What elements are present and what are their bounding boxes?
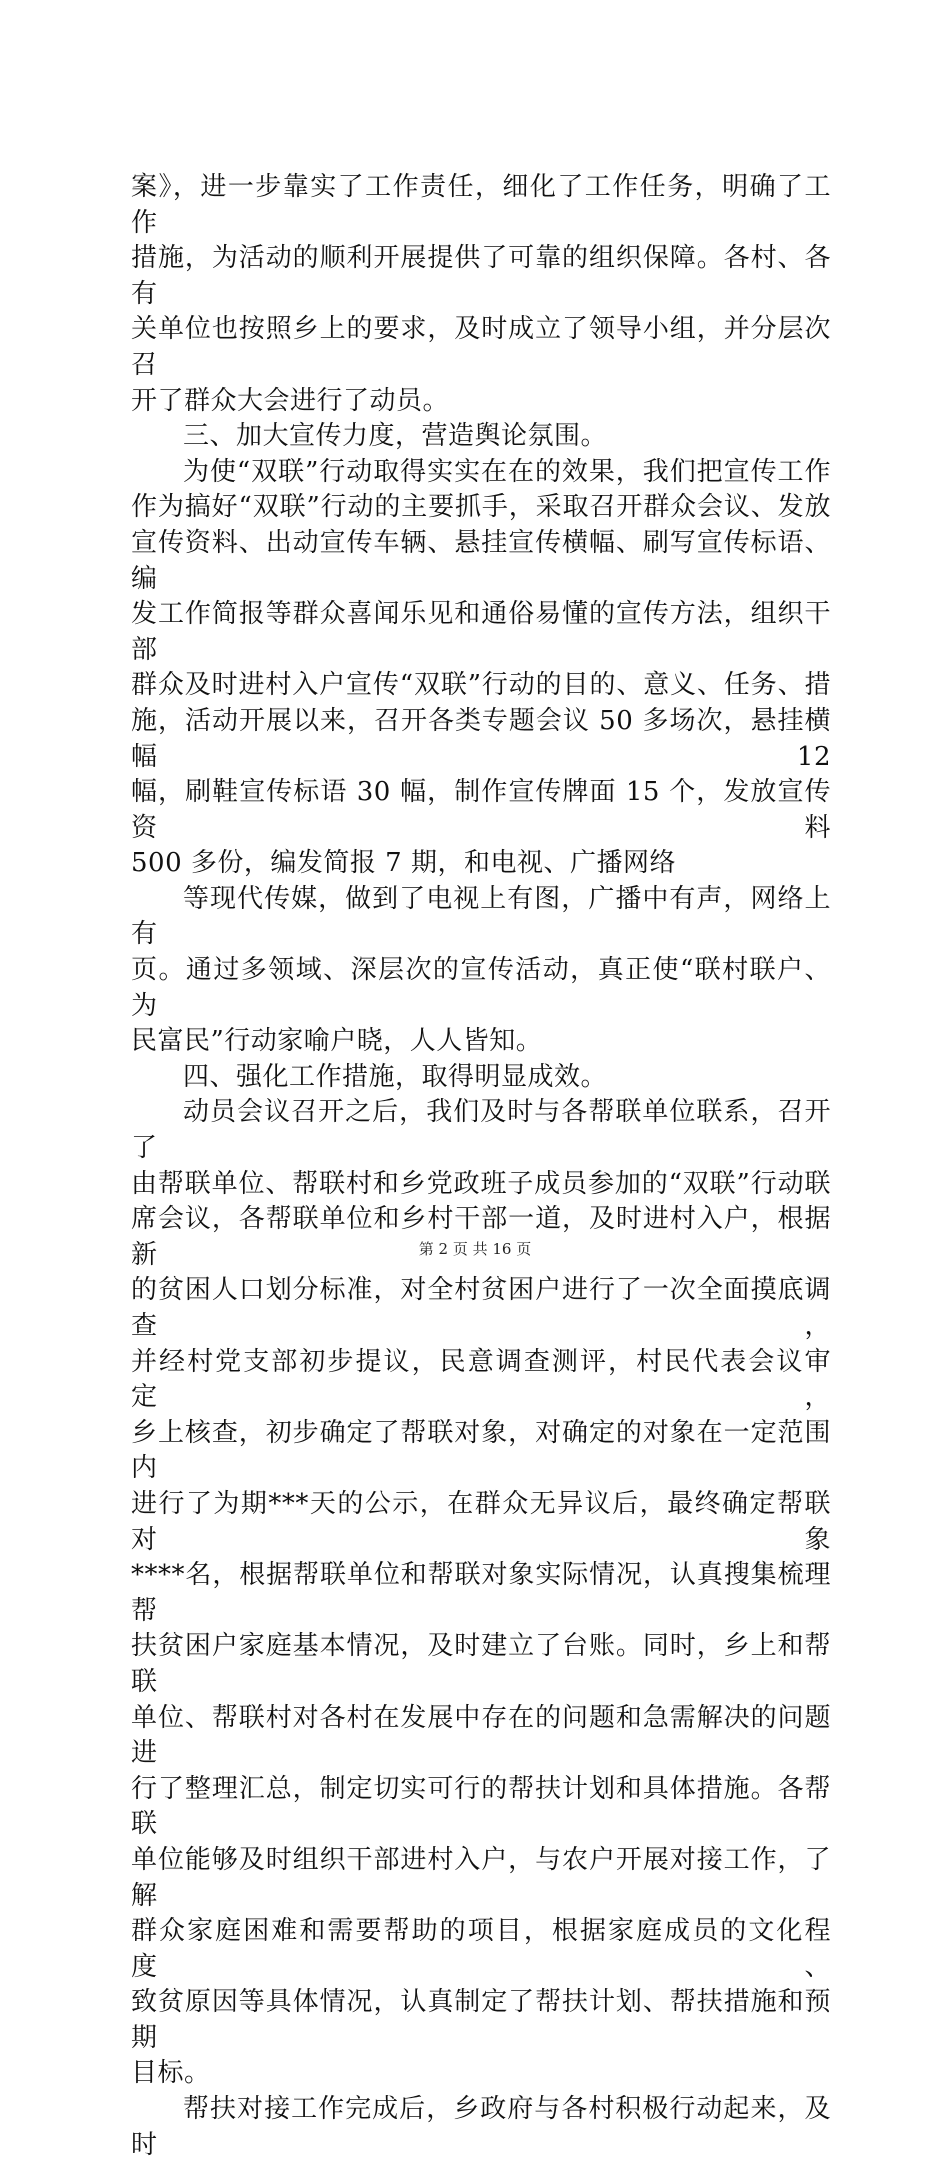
paragraph-line: 页。通过多领域、深层次的宣传活动，真正使“联村联户、为	[131, 955, 831, 1021]
paragraph-line: 进行了为期***天的公示，在群众无异议后，最终确定帮联对象	[131, 1488, 831, 1555]
paragraph-line: 帮扶对接工作完成后，乡政府与各村积极行动起来，及时	[131, 2094, 831, 2160]
paragraph-line: 三、加大宣传力度，营造舆论氛围。	[183, 421, 608, 452]
paragraph-line: 宣传资料、出动宣传车辆、悬挂宣传横幅、刷写宣传标语、编	[131, 527, 831, 594]
paragraph-line: 开了群众大会进行了动员。	[131, 385, 450, 416]
paragraph-line: 关单位也按照乡上的要求，及时成立了领导小组，并分层次召	[131, 314, 831, 380]
paragraph-line: 群众及时进村入户宣传“双联”行动的目的、意义、任务、措	[131, 670, 831, 701]
paragraph-line: 由帮联单位、帮联村和乡党政班子成员参加的“双联”行动联	[131, 1168, 831, 1199]
paragraph-line: 扶贫困户家庭基本情况，及时建立了台账。同时，乡上和帮联	[131, 1631, 831, 1697]
paragraph-line: 单位、帮联村对各村在发展中存在的问题和急需解决的问题进	[131, 1702, 831, 1769]
paragraph-line: ****名，根据帮联单位和帮联对象实际情况，认真搜集梳理帮	[131, 1560, 831, 1626]
paragraph-line: 乡上核查，初步确定了帮联对象，对确定的对象在一定范围内	[131, 1417, 831, 1484]
paragraph-line: 席会议，各帮联单位和乡村干部一道，及时进村入户，根据新	[131, 1204, 831, 1270]
paragraph-line: 为使“双联”行动取得实实在在的效果，我们把宣传工作	[183, 456, 831, 487]
paragraph-line: 并经村党支部初步提议，民意调查测评，村民代表会议审定，	[131, 1346, 831, 1413]
paragraph-line: 动员会议召开之后，我们及时与各帮联单位联系，召开了	[131, 1097, 831, 1164]
document-body	[131, 170, 831, 2163]
paragraph-line: 致贫原因等具体情况，认真制定了帮扶计划、帮扶措施和预期	[131, 1987, 831, 2053]
paragraph-line: 施，活动开展以来，召开各类专题会议 50 多场次，悬挂横幅 12	[131, 705, 831, 772]
paragraph-line: 民富民”行动家喻户晓，人人皆知。	[131, 1026, 543, 1057]
paragraph-line: 发工作简报等群众喜闻乐见和通俗易懂的宣传方法，组织干部	[131, 599, 831, 665]
paragraph-line: 案》，进一步靠实了工作责任，细化了工作任务，明确了工作	[131, 172, 831, 238]
paragraph-line: 等现代传媒，做到了电视上有图，广播中有声，网络上有	[131, 883, 831, 950]
paragraph-line: 措施，为活动的顺利开展提供了可靠的组织保障。各村、各有	[131, 243, 831, 309]
paragraph-line: 群众家庭困难和需要帮助的项目，根据家庭成员的文化程度、	[131, 1916, 831, 1982]
paragraph-line: 单位能够及时组织干部进村入户，与农户开展对接工作，了解	[131, 1844, 831, 1911]
paragraph-line: 四、强化工作措施，取得明显成效。	[183, 1061, 608, 1092]
paragraph-line: 的贫困人口划分标准，对全村贫困户进行了一次全面摸底调查，	[131, 1275, 831, 1341]
paragraph-line: 幅，刷鞋宣传标语 30 幅，制作宣传牌面 15 个，发放宣传资料	[131, 777, 831, 843]
paragraph-line: 作为搞好“双联”行动的主要抓手，采取召开群众会议、发放	[131, 492, 831, 523]
paragraph-line: 行了整理汇总，制定切实可行的帮扶计划和具体措施。各帮联	[131, 1773, 831, 1840]
paragraph-line: 目标。	[131, 2058, 211, 2089]
paragraph-line: 500 多份，编发简报 7 期，和电视、广播网络	[131, 848, 676, 879]
page-footer: 第 2 页 共 16 页	[418, 1240, 532, 1258]
